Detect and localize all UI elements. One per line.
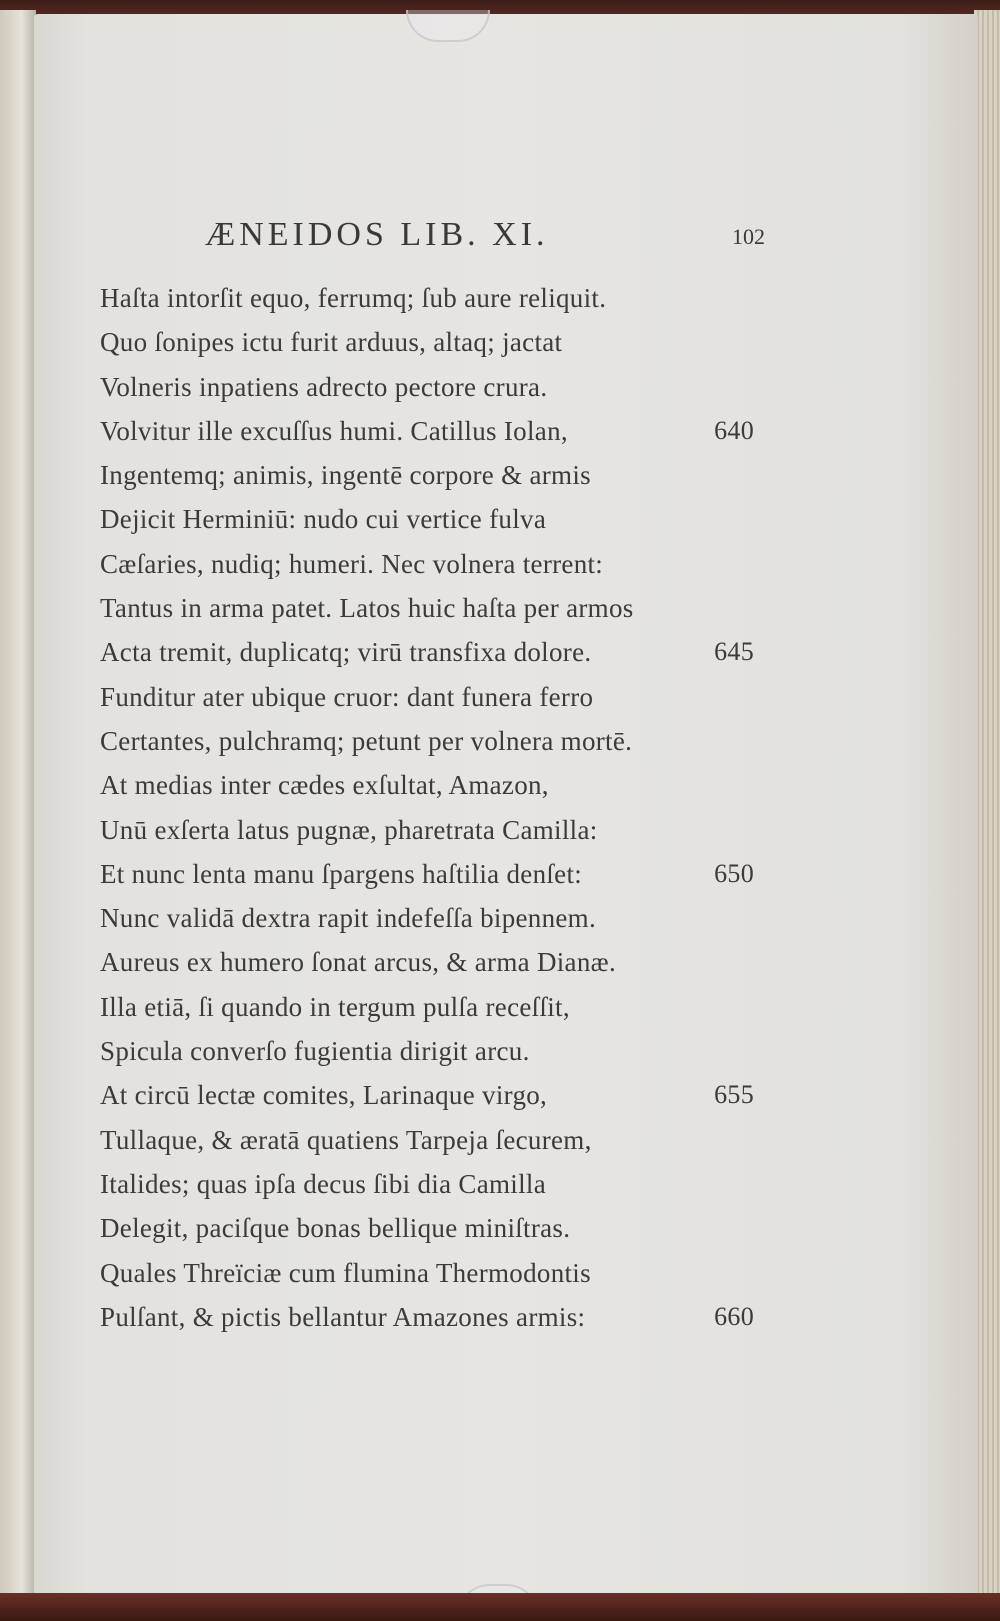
verse-text: Cæſaries, nudiq; humeri. Nec volnera terrent: xyxy=(100,548,604,579)
verse-line xyxy=(100,320,780,364)
verse-line xyxy=(100,276,780,320)
verse-line xyxy=(100,1206,780,1250)
verse-text: Unū exſerta latus pugnæ, pharetrata Camilla: xyxy=(100,814,598,845)
verse-line xyxy=(100,542,780,586)
verse-line xyxy=(100,719,780,763)
facing-page-edge xyxy=(0,10,36,1600)
verse-line xyxy=(100,1162,780,1206)
verse-line xyxy=(100,985,780,1029)
verse-text: Delegit, paciſque bonas bellique miniſtras. xyxy=(100,1213,571,1244)
verse-text: Tullaque, & æratā quatiens Tarpeja ſecurem, xyxy=(100,1124,592,1155)
verse-line xyxy=(100,852,780,896)
verse-text: Spicula converſo fugientia dirigit arcu. xyxy=(100,1036,530,1067)
verse-text: Nunc validā dextra rapit indefeſſa bipennem. xyxy=(100,903,597,934)
verse-text: Aureus ex humero ſonat arcus, & arma Dianæ. xyxy=(100,947,616,978)
running-title: ÆNEIDOS LIB. XI. xyxy=(205,216,549,253)
verse-text: Quales Threïciæ cum flumina Thermodontis xyxy=(100,1257,591,1288)
line-number: 640 xyxy=(714,415,754,445)
verse-list xyxy=(100,276,780,1339)
verse-line xyxy=(100,453,780,497)
verse-text: Volneris inpatiens adrecto pectore crura. xyxy=(100,371,548,402)
verse-line xyxy=(100,763,780,807)
verse-line xyxy=(100,675,780,719)
verse-line xyxy=(100,1029,780,1073)
book-edge-bottom xyxy=(0,1593,1000,1621)
line-number: 660 xyxy=(714,1301,754,1331)
verse-line xyxy=(100,896,780,940)
verse-line xyxy=(100,497,780,541)
verse-text: At medias inter cædes exſultat, Amazon, xyxy=(100,770,549,801)
verse-line xyxy=(100,586,780,630)
verse-text: At circū lectæ comites, Larinaque virgo, xyxy=(100,1080,548,1111)
verse-text: Haſta intorſit equo, ferrumq; ſub aure reliquit. xyxy=(100,283,607,313)
page-header xyxy=(205,216,765,264)
verse-line xyxy=(100,1295,780,1339)
verse-text: Illa etiā, ſi quando in tergum pulſa receſſit, xyxy=(100,991,570,1022)
verse-line xyxy=(100,365,780,409)
verse-text: Certantes, pulchramq; petunt per volnera mortē. xyxy=(100,725,633,756)
verse-line xyxy=(100,1251,780,1295)
verse-text: Acta tremit, duplicatq; virū transfixa dolore. xyxy=(100,637,592,668)
verse-text: Ingentemq; animis, ingentē corpore & armis xyxy=(100,460,591,491)
verse-text: Et nunc lenta manu ſpargens haſtilia denſet: xyxy=(100,858,583,889)
verse-text: Italides; quas ipſa decus ſibi dia Camilla xyxy=(100,1168,546,1199)
verse-line xyxy=(100,1118,780,1162)
verse-line xyxy=(100,630,780,674)
verse-line xyxy=(100,808,780,852)
page-clip-top xyxy=(406,10,490,42)
verse-text: Funditur ater ubique cruor: dant funera ferro xyxy=(100,681,594,712)
verse-text: Pulſant, & pictis bellantur Amazones armis: xyxy=(100,1301,586,1332)
verse-text: Quo ſonipes ictu furit arduus, altaq; jactat xyxy=(100,327,563,358)
verse-text: Tantus in arma patet. Latos huic haſta per armos xyxy=(100,593,634,624)
verse-line xyxy=(100,409,780,453)
line-number: 650 xyxy=(714,858,754,888)
line-number: 655 xyxy=(714,1080,754,1110)
verse-text: Dejicit Herminiū: nudo cui vertice fulva xyxy=(100,504,547,535)
page-number: 102 xyxy=(732,224,765,249)
verse-text: Volvitur ille excuſſus humi. Catillus Iolan, xyxy=(100,415,568,446)
verse-line xyxy=(100,940,780,984)
line-number: 645 xyxy=(714,637,754,667)
verse-line xyxy=(100,1073,780,1117)
